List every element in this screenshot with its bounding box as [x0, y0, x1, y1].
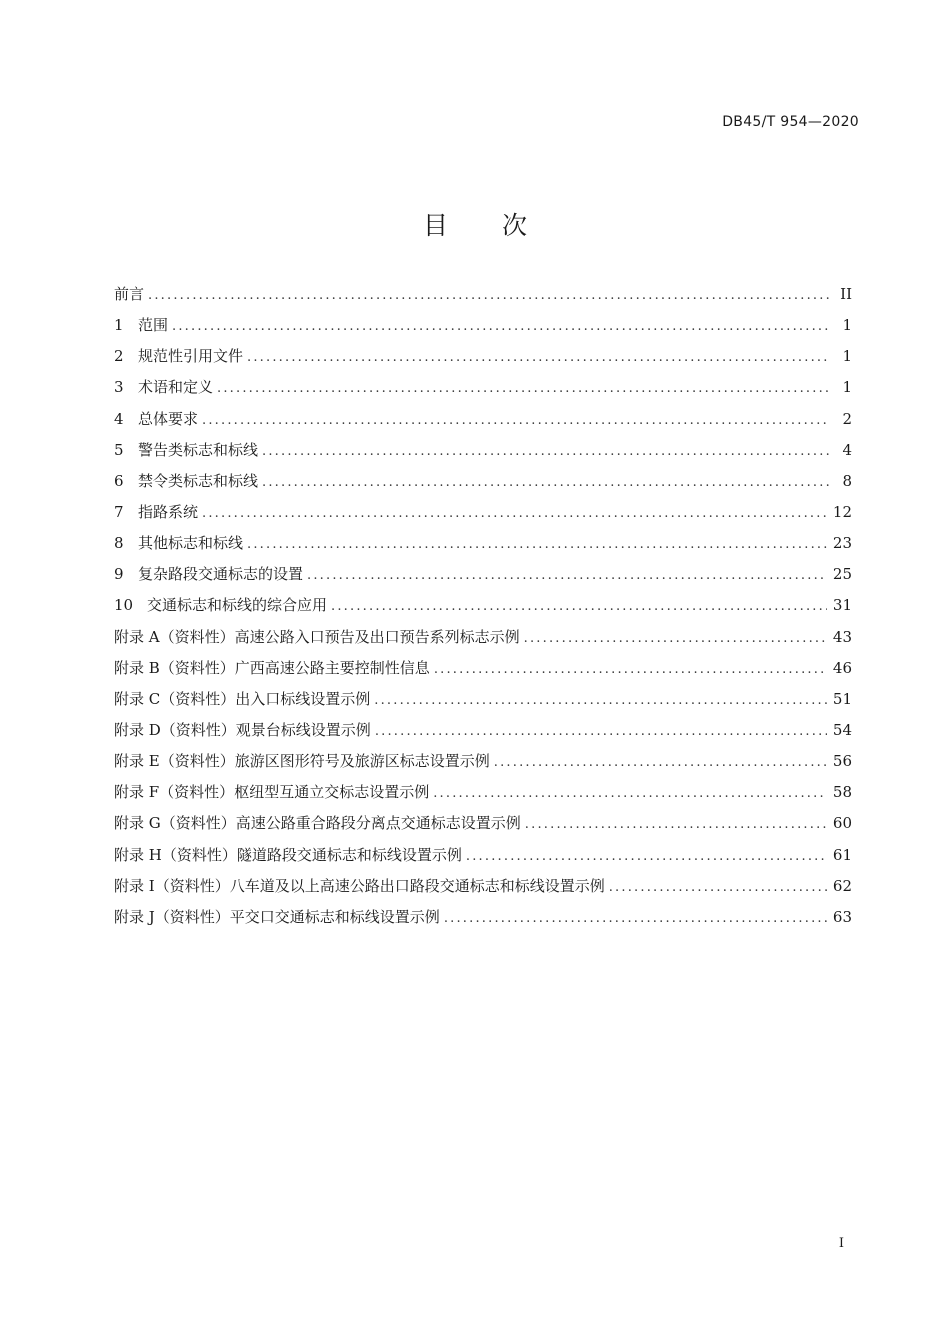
- toc-appendix-label: 附录 B（资料性）: [114, 658, 235, 677]
- toc-entry-9[interactable]: [114, 563, 852, 594]
- toc-entry-page: 46: [832, 658, 852, 677]
- toc-entry-foreword[interactable]: [114, 283, 852, 314]
- toc-entry-title: 隧道路段交通标志和标线设置示例: [236, 845, 462, 864]
- toc-entry-title: 枢纽型互通立交标志设置示例: [234, 783, 430, 802]
- toc-entry-page: 23: [832, 534, 852, 553]
- toc-appendix-j[interactable]: [114, 906, 852, 937]
- toc-appendix-label: 附录 H（资料性）: [114, 845, 237, 864]
- toc-entry-title: 八车道及以上高速公路出口路段交通标志和标线设置示例: [229, 876, 605, 895]
- toc-appendix-g[interactable]: [114, 812, 852, 843]
- page-title: 目 次: [423, 211, 527, 240]
- toc-entry-page: 58: [832, 783, 852, 802]
- toc-entry-page: 31: [832, 596, 852, 615]
- toc-entry-title: 术语和定义: [138, 378, 214, 397]
- toc-entry-title: 前言: [114, 285, 145, 303]
- toc-entry-number: 3: [114, 378, 124, 397]
- toc-appendix-label: 附录 F（资料性）: [114, 783, 235, 802]
- toc-entry-page: 4: [842, 440, 852, 459]
- toc-appendix-a[interactable]: [114, 626, 852, 657]
- toc-appendix-i[interactable]: [114, 875, 852, 906]
- document-code: DB45/T 954—2020: [722, 114, 859, 130]
- toc-entry-number: 4: [114, 409, 124, 428]
- toc-entry-page: 61: [832, 845, 852, 864]
- toc-entry-number: 6: [114, 471, 124, 490]
- toc-entry-title: 平交口交通标志和标线设置示例: [229, 907, 440, 926]
- toc-entry-title: 出入口标线设置示例: [235, 689, 371, 708]
- toc-entry-page: 54: [832, 720, 852, 739]
- toc-entry-3[interactable]: [114, 376, 852, 407]
- toc-entry-10[interactable]: [114, 594, 852, 625]
- toc-appendix-label: 附录 D（资料性）: [114, 720, 236, 739]
- toc-dot-leader: [148, 288, 830, 303]
- toc-dot-leader: [307, 568, 827, 583]
- toc-entry-page: 1: [842, 347, 852, 366]
- toc-entry-title: 规范性引用文件: [138, 347, 244, 366]
- toc-entry-title: 旅游区图形符号及旅游区标志设置示例: [234, 752, 490, 771]
- toc-entry-number: 9: [114, 565, 124, 584]
- toc-appendix-e[interactable]: [114, 750, 852, 781]
- toc-entry-page: 43: [832, 627, 852, 646]
- toc-entry-number: 1: [114, 316, 124, 335]
- toc-dot-leader: [494, 755, 827, 770]
- toc-entry-page: 2: [842, 409, 852, 428]
- toc-appendix-label: 附录 J（资料性）: [114, 907, 230, 926]
- toc-entry-number: 8: [114, 534, 124, 553]
- toc-dot-leader: [375, 724, 827, 739]
- toc-entry-title: 警告类标志和标线: [138, 440, 259, 459]
- toc-appendix-f[interactable]: [114, 781, 852, 812]
- toc-entry-title: 观景台标线设置示例: [235, 720, 371, 739]
- toc-appendix-label: 附录 C（资料性）: [114, 689, 236, 708]
- toc-dot-leader: [262, 475, 830, 490]
- toc-entry-page: 8: [842, 471, 852, 490]
- toc-dot-leader: [331, 599, 827, 614]
- toc-entry-page: II: [840, 285, 852, 303]
- toc-entry-number: 5: [114, 440, 124, 459]
- toc-entry-page: 62: [832, 876, 852, 895]
- toc-entry-page: 1: [842, 316, 852, 335]
- toc-entry-title: 交通标志和标线的综合应用: [147, 596, 328, 615]
- toc-dot-leader: [247, 537, 827, 552]
- toc-appendix-label: 附录 I（资料性）: [114, 876, 230, 895]
- toc-entry-title: 复杂路段交通标志的设置: [138, 565, 304, 584]
- toc-appendix-h[interactable]: [114, 844, 852, 875]
- toc-entry-5[interactable]: [114, 439, 852, 470]
- toc-entry-page: 56: [832, 752, 852, 771]
- toc-dot-leader: [374, 693, 827, 708]
- toc-entry-title: 其他标志和标线: [138, 534, 244, 553]
- toc-appendix-label: 附录 A（资料性）: [114, 627, 235, 646]
- toc-entry-page: 25: [832, 565, 852, 584]
- toc-entry-title: 高速公路入口预告及出口预告系列标志示例: [234, 627, 520, 646]
- table-of-contents: [114, 283, 852, 937]
- toc-dot-leader: [247, 350, 830, 365]
- toc-entry-number: 10: [114, 596, 134, 615]
- toc-entry-4[interactable]: [114, 408, 852, 439]
- toc-entry-title: 广西高速公路主要控制性信息: [234, 658, 430, 677]
- toc-entry-title: 范围: [138, 316, 169, 335]
- toc-entry-6[interactable]: [114, 470, 852, 501]
- toc-entry-1[interactable]: [114, 314, 852, 345]
- toc-dot-leader: [434, 662, 827, 677]
- toc-entry-title: 总体要求: [138, 409, 199, 428]
- toc-dot-leader: [609, 880, 827, 895]
- toc-appendix-b[interactable]: [114, 657, 852, 688]
- toc-dot-leader: [217, 381, 830, 396]
- toc-appendix-label: 附录 E（资料性）: [114, 752, 235, 771]
- toc-entry-page: 60: [832, 814, 852, 833]
- toc-entry-page: 63: [832, 907, 852, 926]
- toc-appendix-label: 附录 G（资料性）: [114, 814, 236, 833]
- page-number: I: [838, 1236, 844, 1251]
- toc-entry-title: 禁令类标志和标线: [138, 471, 259, 490]
- toc-dot-leader: [202, 506, 827, 521]
- toc-appendix-c[interactable]: [114, 688, 852, 719]
- toc-entry-2[interactable]: [114, 345, 852, 376]
- toc-dot-leader: [433, 786, 827, 801]
- toc-dot-leader: [466, 849, 827, 864]
- toc-dot-leader: [172, 319, 830, 334]
- toc-entry-number: 2: [114, 347, 124, 366]
- toc-entry-number: 7: [114, 502, 124, 521]
- toc-entry-page: 12: [832, 502, 852, 521]
- toc-entry-7[interactable]: [114, 501, 852, 532]
- toc-appendix-d[interactable]: [114, 719, 852, 750]
- toc-dot-leader: [202, 413, 830, 428]
- toc-entry-page: 1: [842, 378, 852, 397]
- toc-dot-leader: [262, 444, 830, 459]
- toc-dot-leader: [444, 911, 827, 926]
- toc-dot-leader: [525, 817, 827, 832]
- toc-entry-title: 指路系统: [138, 502, 199, 521]
- toc-entry-8[interactable]: [114, 532, 852, 563]
- toc-entry-title: 高速公路重合路段分离点交通标志设置示例: [235, 814, 521, 833]
- toc-entry-page: 51: [832, 689, 852, 708]
- toc-dot-leader: [524, 631, 827, 646]
